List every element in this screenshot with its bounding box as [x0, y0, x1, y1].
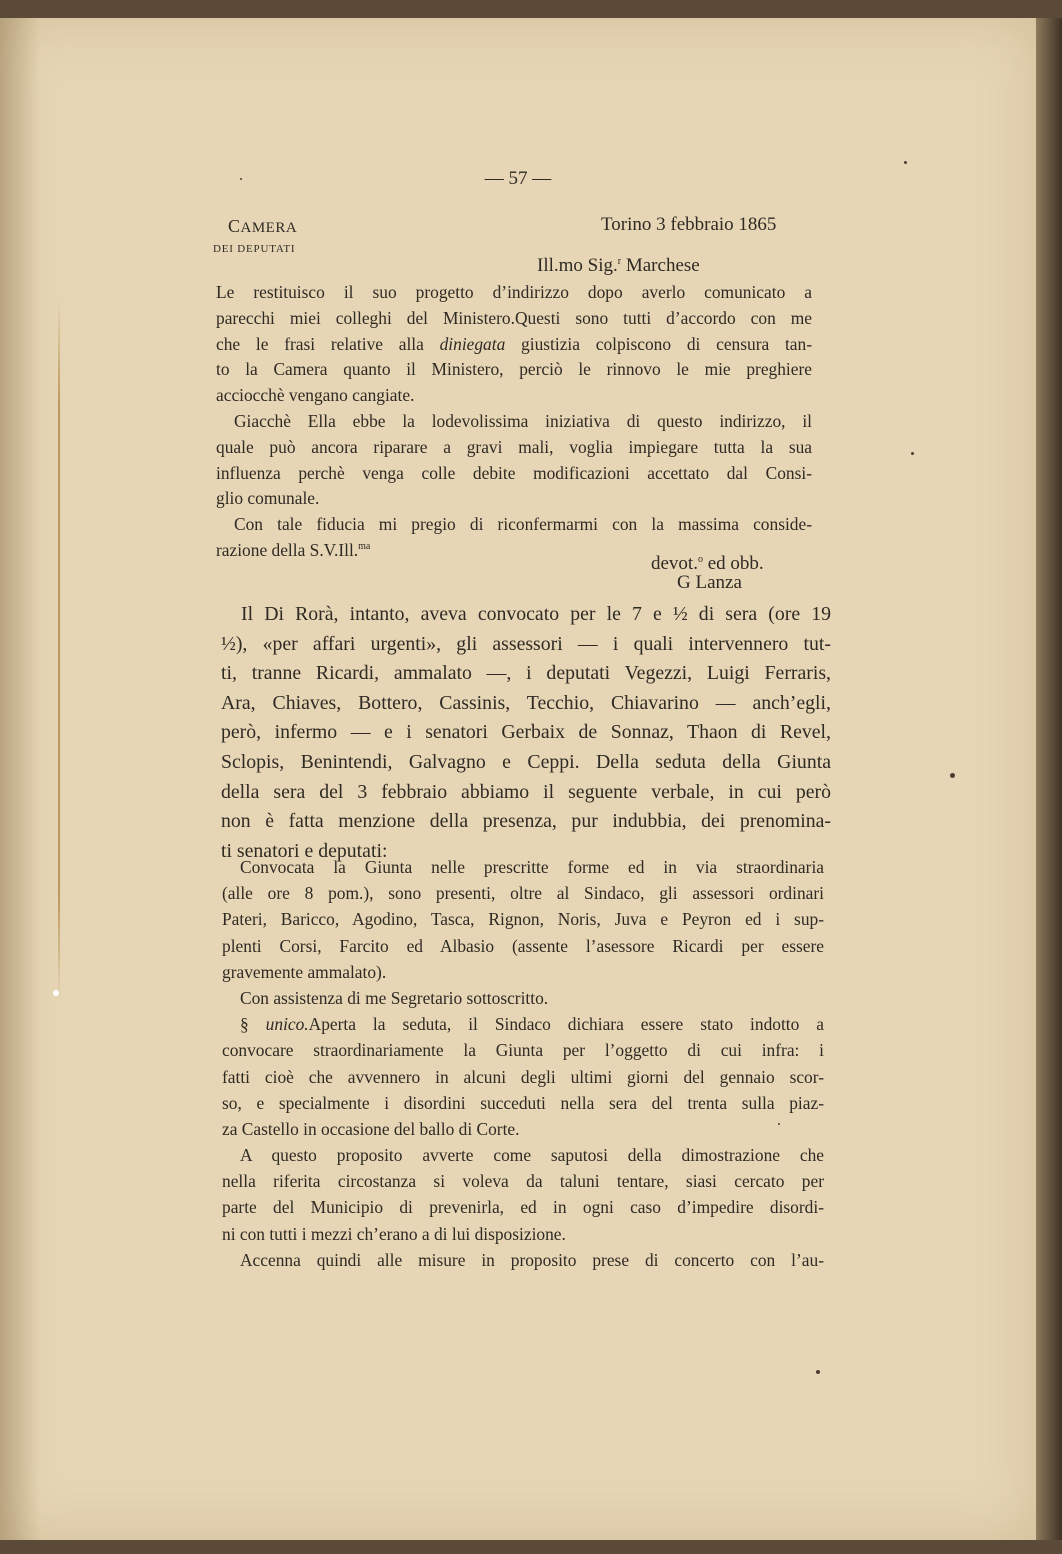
narrative-line: Il Di Rorà, intanto, aveva convocato per le 7 e ½ di sera (ore 19 [241, 603, 831, 625]
text-run: § [240, 1014, 266, 1035]
letter-line: Giacchè Ella ebbe la lodevolissima iniziativa di questo indirizzo, il [234, 410, 812, 431]
minutes-line: so, e specialmente i disordini succeduti nella sera del trenta sulla piaz- [222, 1092, 824, 1113]
minutes-line: Accenna quindi alle misure in proposito prese di concerto con l’au- [240, 1249, 824, 1270]
superscript: ma [358, 540, 371, 552]
minutes-line: za Castello in occasione del ballo di Corte. [222, 1118, 520, 1139]
text-run: giustizia colpiscono di censura tan- [505, 333, 812, 354]
letter-line: to la Camera quanto il Ministero, perciò le rinnovo le mie preghiere [216, 359, 812, 380]
minutes-line: Pateri, Baricco, Agodino, Tasca, Rignon, Noris, Juva e Peyron ed i sup- [222, 909, 824, 930]
text-run: ed obb. [702, 553, 764, 574]
narrative-line: ½), «per affari urgenti», gli assessori — i quali intervennero tut- [221, 632, 831, 655]
letter-date: Torino 3 febbraio 1865 [601, 214, 777, 235]
minutes-line: fatti cioè che avvennero in alcuni degli ultimi giorni del gennaio scor- [222, 1066, 824, 1087]
minutes-line: Con assistenza di me Segretario sottoscritto. [240, 987, 549, 1008]
letter-line: acciocchè vengano cangiate. [216, 385, 415, 406]
speck [911, 452, 914, 455]
salutation-text: Ill.mo Sig. [537, 255, 618, 276]
sender-rest: AMERA [240, 220, 298, 236]
page-edge [1036, 18, 1062, 1540]
narrative-line: però, infermo — e i senatori Gerbaix de Sonnaz, Thaon di Revel, [221, 721, 831, 744]
sender-initial: C [228, 216, 241, 236]
letter-line: parecchi miei colleghi del Ministero.Questi sono tutti d’accordo con me [216, 307, 812, 328]
italic-word: diniegata [439, 333, 506, 354]
letter-line [216, 332, 812, 358]
minutes-line: ni con tutti i mezzi ch’erano a di lui disposizione. [222, 1223, 566, 1244]
narrative-line: ti senatori e deputati: [221, 839, 388, 862]
text-run: che le frasi relative alla [216, 333, 440, 354]
letter-line: influenza perchè venga colle debite modificazioni accettato dal Consi- [216, 462, 812, 483]
gutter-shadow [0, 18, 40, 1540]
text-run: razione della S.V.Ill. [216, 539, 359, 560]
narrative-line: della sera del 3 febbraio abbiamo il seguente verbale, in cui però [221, 780, 831, 803]
letter-line: Le restituisco il suo progetto d’indirizzo dopo averlo comunicato a [216, 282, 812, 302]
minutes-line: (alle ore 8 pom.), sono presenti, oltre al Sindaco, gli assessori ordinari [222, 883, 824, 904]
minutes-line: parte del Municipio di prevenirla, ed in ogni caso d’impedire disordi- [222, 1197, 824, 1218]
letter-line: Con tale fiducia mi pregio di riconfermarmi con la massima conside- [234, 514, 812, 535]
minutes-line: gravemente ammalato). [222, 961, 387, 982]
minutes-line: A questo proposito avverte come saputosi della dimostrazione che [240, 1145, 824, 1166]
speck [904, 161, 907, 164]
speck [950, 773, 955, 778]
minutes-line [222, 1012, 824, 1038]
page-number: — 57 — [484, 168, 552, 189]
minutes-line: nella riferita circostanza si voleva da taluni tentare, siasi cercato per [222, 1171, 824, 1192]
minutes-line: Convocata la Giunta nelle prescritte forme ed in via straordinaria [240, 857, 824, 877]
text-run: devot. [651, 553, 698, 574]
speck [778, 1123, 780, 1125]
sender-line-2: DEI DEPUTATI [213, 243, 296, 255]
sender-line-1 [228, 216, 297, 237]
narrative-line: Sclopis, Benintendi, Galvagno e Ceppi. Della seduta della Giunta [221, 750, 831, 773]
narrative-line: Ara, Chiaves, Bottero, Cassinis, Tecchio, Chiavarino — anch’egli, [221, 691, 831, 714]
page-fold-line [58, 300, 60, 1000]
minutes-body [222, 855, 824, 1274]
superscript: o [697, 554, 703, 565]
narrative-body [221, 600, 831, 866]
italic-word: unico. [265, 1014, 309, 1035]
letter-body [216, 280, 812, 564]
speck [53, 990, 59, 996]
narrative-line: ti, tranne Ricardi, ammalato —, i deputati Vegezzi, Luigi Ferraris, [221, 662, 831, 685]
speck [240, 178, 242, 180]
letter-signature: G Lanza [677, 572, 742, 593]
salutation-tail: Marchese [621, 255, 700, 276]
speck [816, 1370, 820, 1374]
letter-line: quale può ancora riparare a gravi mali, voglia impiegare tutta la sua [216, 436, 812, 457]
letter-line: glio comunale. [216, 488, 320, 509]
minutes-line: plenti Corsi, Farcito ed Albasio (assente l’asessore Ricardi per essere [222, 935, 824, 956]
text-run: Aperta la seduta, il Sindaco dichiara essere stato indotto a [308, 1014, 824, 1035]
narrative-line: non è fatta menzione della presenza, pur indubbia, dei prenomina- [221, 810, 831, 833]
salutation-sup: r [617, 256, 622, 267]
letter-salutation [537, 255, 700, 277]
minutes-line: convocare straordinariamente la Giunta per l’oggetto di cui infra: i [222, 1040, 824, 1061]
